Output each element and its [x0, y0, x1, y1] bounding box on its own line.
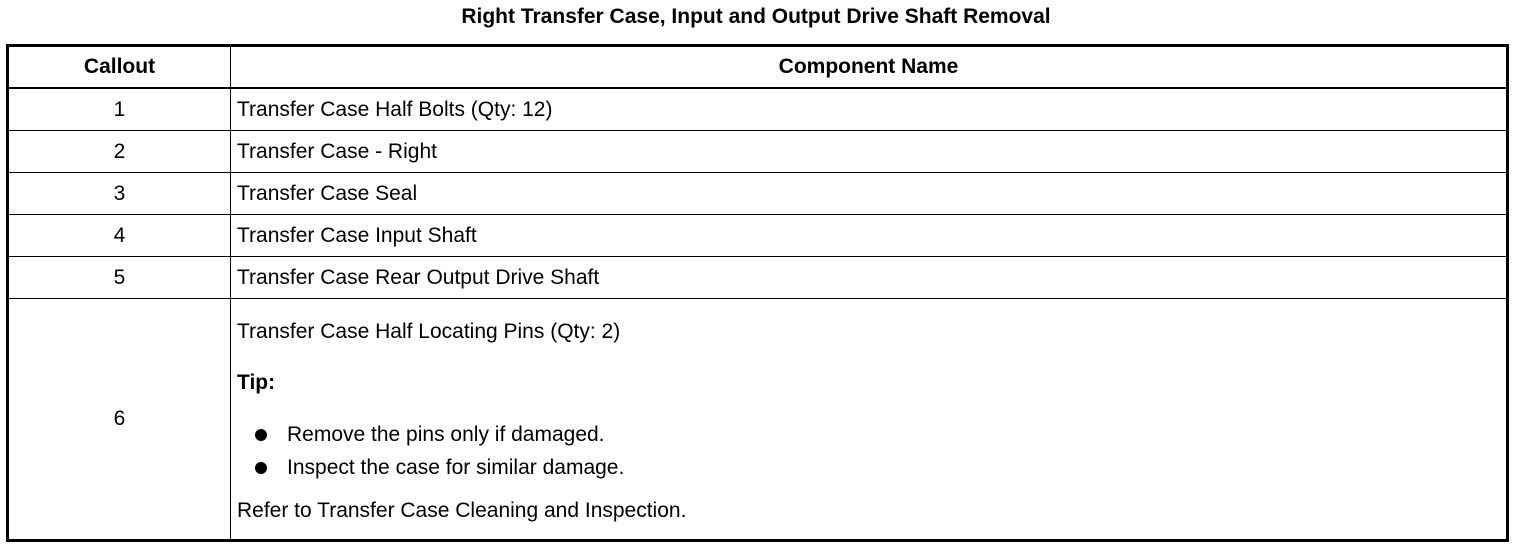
- bullet-icon: [255, 429, 267, 441]
- callout-number: 6: [8, 299, 231, 541]
- component-name: Transfer Case Rear Output Drive Shaft: [231, 257, 1508, 299]
- tip-label: Tip:: [237, 370, 276, 394]
- callout-number: 2: [8, 131, 231, 173]
- table-row: [8, 88, 1508, 131]
- bullet-icon: [255, 462, 267, 474]
- header-callout: Callout: [8, 46, 231, 89]
- tip-text: Inspect the case for similar damage.: [287, 455, 625, 479]
- tip-text: Remove the pins only if damaged.: [287, 422, 605, 446]
- callout-number: 4: [8, 215, 231, 257]
- header-component-name: Component Name: [231, 46, 1508, 89]
- refer-note: Refer to Transfer Case Cleaning and Inspection.: [237, 498, 687, 522]
- table-row: [8, 299, 1508, 541]
- component-name: Transfer Case - Right: [231, 131, 1508, 173]
- component-name: Transfer Case Half Locating Pins (Qty: 2): [237, 319, 621, 343]
- table-row: [8, 257, 1508, 299]
- table-row: [8, 215, 1508, 257]
- page-title: Right Transfer Case, Input and Output Drive Shaft Removal: [461, 5, 1051, 28]
- component-name: Transfer Case Input Shaft: [231, 215, 1508, 257]
- component-cell-with-tip: [231, 299, 1508, 541]
- callout-number: 3: [8, 173, 231, 215]
- list-item: [237, 423, 1500, 456]
- component-name: Transfer Case Seal: [231, 173, 1508, 215]
- table-row: [8, 131, 1508, 173]
- components-table: [6, 44, 1509, 542]
- table-header-row: [8, 46, 1508, 89]
- table-row: [8, 173, 1508, 215]
- tip-list: [237, 423, 1500, 489]
- list-item: [237, 456, 1500, 489]
- component-name: Transfer Case Half Bolts (Qty: 12): [231, 88, 1508, 131]
- callout-number: 5: [8, 257, 231, 299]
- callout-number: 1: [8, 88, 231, 131]
